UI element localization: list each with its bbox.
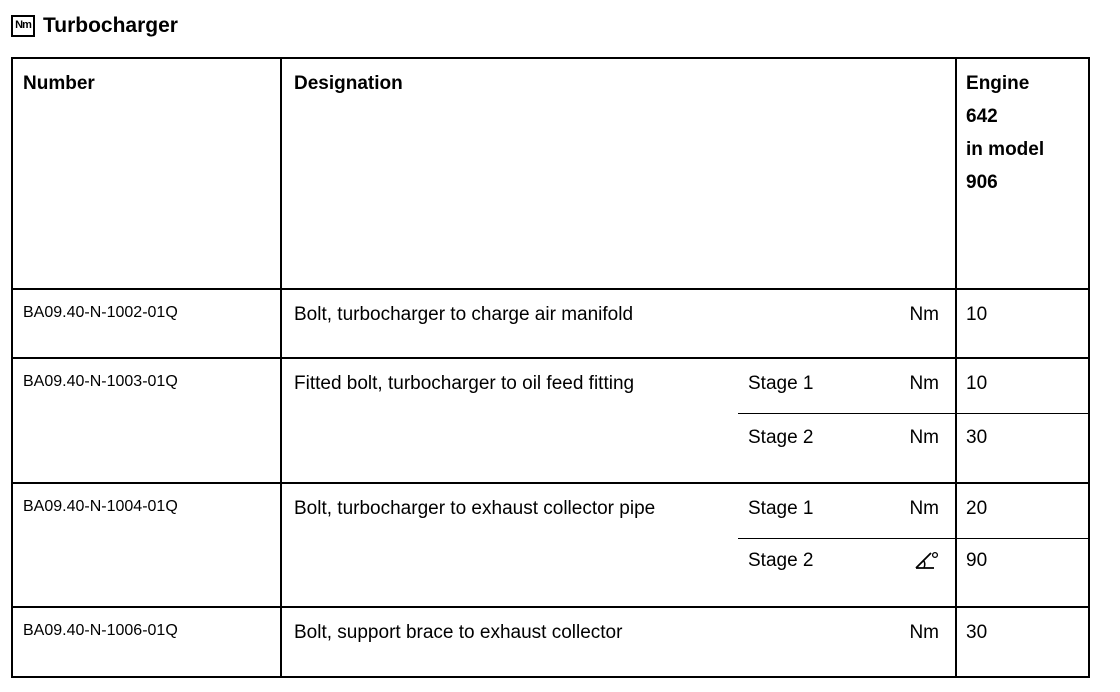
header-engine-line: in model	[966, 139, 1045, 160]
part-number: BA09.40-N-1006-01Q	[12, 607, 281, 677]
torque-value: 10	[956, 358, 1089, 413]
table-row	[12, 607, 1089, 677]
header-engine	[956, 58, 1089, 289]
unit-nm: Nm	[858, 607, 956, 677]
torque-value: 30	[956, 413, 1089, 483]
header-designation: Designation	[281, 58, 956, 289]
table-row	[12, 289, 1089, 358]
designation: Fitted bolt, turbocharger to oil feed fitting	[281, 358, 738, 483]
section-heading	[11, 11, 178, 41]
unit-nm: Nm	[858, 483, 956, 538]
table-row	[12, 483, 1089, 538]
table-header-row	[12, 58, 1089, 289]
unit-angle	[858, 538, 956, 607]
unit-nm: Nm	[858, 358, 956, 413]
angle-degree-icon	[913, 549, 939, 571]
designation: Bolt, turbocharger to charge air manifold	[281, 289, 858, 358]
designation: Bolt, support brace to exhaust collector	[281, 607, 858, 677]
header-engine-line: 906	[966, 172, 998, 193]
stage-label: Stage 2	[738, 538, 858, 607]
header-number: Number	[12, 58, 281, 289]
designation: Bolt, turbocharger to exhaust collector pipe	[281, 483, 738, 607]
torque-value: 30	[956, 607, 1089, 677]
header-engine-line: 642	[966, 106, 998, 127]
torque-nm-icon: Nm	[11, 15, 35, 37]
unit-nm: Nm	[858, 413, 956, 483]
unit-nm: Nm	[858, 289, 956, 358]
part-number: BA09.40-N-1002-01Q	[12, 289, 281, 358]
header-engine-line: Engine	[966, 73, 1030, 94]
torque-table	[11, 57, 1090, 678]
torque-value: 90	[956, 538, 1089, 607]
torque-value: 10	[956, 289, 1089, 358]
section-title: Turbocharger	[43, 14, 178, 37]
stage-label: Stage 1	[738, 358, 858, 413]
table-row	[12, 358, 1089, 413]
torque-value: 20	[956, 483, 1089, 538]
stage-label: Stage 1	[738, 483, 858, 538]
part-number: BA09.40-N-1003-01Q	[12, 358, 281, 483]
part-number: BA09.40-N-1004-01Q	[12, 483, 281, 607]
stage-label: Stage 2	[738, 413, 858, 483]
